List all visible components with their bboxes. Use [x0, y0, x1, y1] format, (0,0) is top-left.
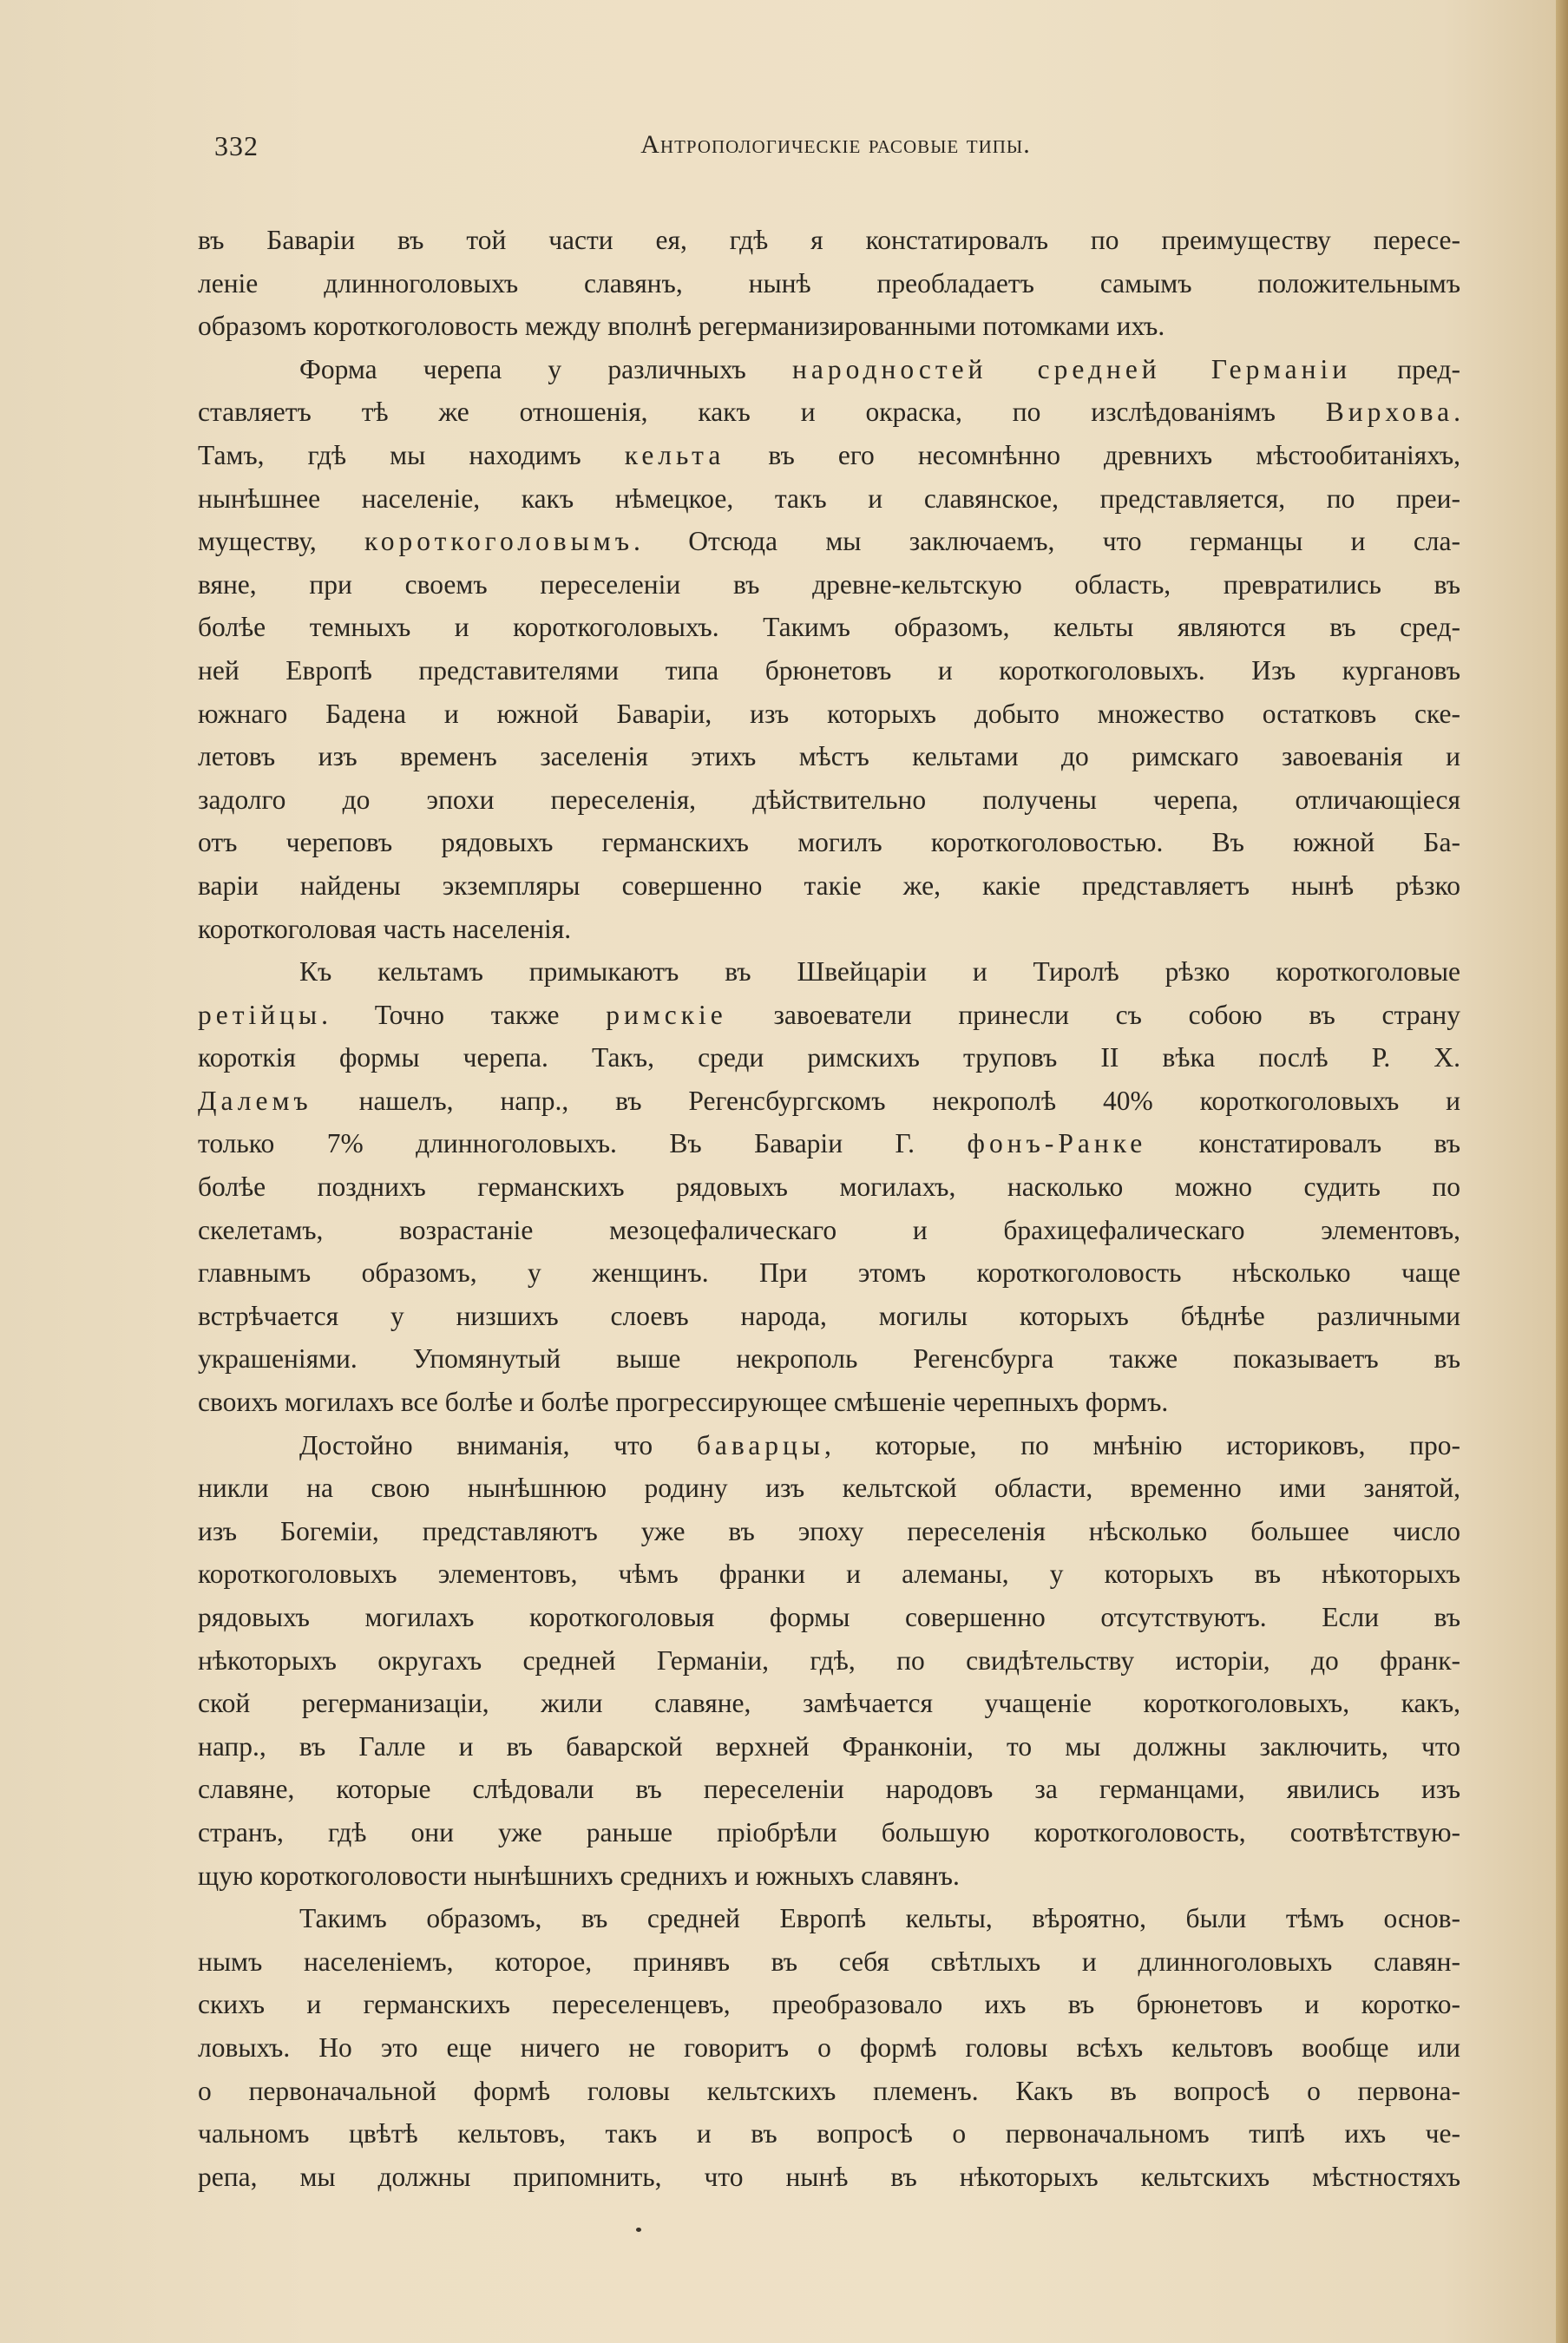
text-line: напр., въ Галле и въ баварской верхней Франконіи, то мы должны заключить, что — [198, 1730, 1460, 1762]
text-line — [198, 348, 1460, 391]
text-run: только 7% длинноголовыхъ. Въ Баваріи Г. — [198, 1128, 968, 1159]
text-run: Тамъ, гдѣ мы находимъ — [198, 439, 625, 470]
text-line: славяне, которые слѣдовали въ переселеніи народовъ за германцами, явились изъ — [198, 1774, 1460, 1805]
ink-speck — [636, 2228, 641, 2232]
text-run: въ его несомнѣнно древнихъ мѣстообитаніяхъ, — [725, 439, 1460, 470]
spaced-text: Далемъ — [198, 1085, 312, 1116]
text-line: чальномъ цвѣтѣ кельтовъ, такъ и въ вопросѣ о первоначальномъ типѣ ихъ че- — [198, 2118, 1460, 2149]
text-line: ловыхъ. Но это еще ничего не говоритъ о формѣ головы всѣхъ кельтовъ вообще или — [198, 2031, 1460, 2063]
text-line: украшеніями. Упомянутый выше некрополь Регенсбурга также показываетъ въ — [198, 1343, 1460, 1375]
running-header — [211, 130, 1460, 174]
text-line: странъ, гдѣ они уже раньше пріобрѣли большую короткоголовость, соотвѣтствую- — [198, 1816, 1460, 1847]
spaced-text: кельта — [624, 439, 725, 470]
text-run: . Отсюда мы заключаемъ, что германцы и сла- — [633, 526, 1460, 557]
text-run: пред- — [1351, 353, 1460, 384]
text-line — [198, 390, 1460, 434]
text-line: болѣе темныхъ и короткоголовыхъ. Такимъ образомъ, кельты являются въ сред- — [198, 612, 1460, 643]
text-line: вяне, при своемъ переселеніи въ древне-кельтскую область, превратились въ — [198, 568, 1460, 600]
text-line: Такимъ образомъ, въ средней Европѣ кельты, вѣроятно, были тѣмъ основ- — [299, 1903, 1460, 1934]
text-line — [198, 1122, 1460, 1165]
text-line: изъ Богеміи, представляютъ уже въ эпоху переселенія нѣсколько большее число — [198, 1515, 1460, 1546]
spaced-text: короткоголовымъ — [364, 526, 634, 557]
text-line: никли на свою нынѣшнюю родину изъ кельтской области, временно ими занятой, — [198, 1473, 1460, 1504]
text-run: ставляетъ тѣ же отношенія, какъ и окраска, по изслѣдованіямъ — [198, 397, 1326, 428]
text-run: муществу, — [198, 526, 365, 557]
text-line — [198, 520, 1460, 563]
text-line: репа, мы должны припомнить, что нынѣ въ нѣкоторыхъ кельтскихъ мѣстностяхъ — [198, 2161, 1460, 2192]
text-line: въ Баваріи въ той части ея, гдѣ я констатировалъ по преимуществу пересе- — [198, 225, 1460, 255]
text-line: ней Европѣ представителями типа брюнетовъ и короткоголовыхъ. Изъ кургановъ — [198, 654, 1460, 686]
text-line: главнымъ образомъ, у женщинъ. При этомъ короткоголовость нѣсколько чаще — [198, 1257, 1460, 1289]
text-line: короткоголовыхъ элементовъ, чѣмъ франки и алеманы, у которыхъ въ нѣкоторыхъ — [198, 1559, 1460, 1590]
text-line: нынѣшнее населеніе, какъ нѣмецкое, такъ и славянское, представляется, по преи- — [198, 482, 1460, 514]
text-line: короткоголовая часть населенія. — [198, 913, 572, 944]
spaced-text: баварцы — [696, 1429, 825, 1460]
text-line — [198, 434, 1460, 477]
text-line: образомъ короткоголовость между вполнѣ регерманизированными потомками ихъ. — [198, 311, 1165, 342]
text-line: Къ кельтамъ примыкаютъ въ Швейцаріи и Тиролѣ рѣзко короткоголовые — [299, 956, 1460, 988]
spaced-text: фонъ-Ранке — [967, 1128, 1147, 1159]
text-line: нѣкоторыхъ округахъ средней Германіи, гдѣ, по свидѣтельству исторіи, до франк- — [198, 1644, 1460, 1676]
text-line: болѣе позднихъ германскихъ рядовыхъ могилахъ, насколько можно судить по — [198, 1172, 1460, 1203]
text-line: встрѣчается у низшихъ слоевъ народа, могилы которыхъ бѣднѣе различными — [198, 1300, 1460, 1331]
text-line — [198, 1424, 1460, 1467]
page-number: 332 — [214, 130, 259, 161]
body-text — [198, 219, 1460, 2198]
text-line — [198, 1080, 1460, 1123]
text-run: Достойно вниманія, что — [299, 1429, 697, 1460]
text-run: завоеватели принесли съ собою въ страну — [726, 999, 1460, 1030]
text-run: , которые, по мнѣнію историковъ, про- — [824, 1429, 1460, 1460]
text-line: отъ череповъ рядовыхъ германскихъ могилъ короткоголовостью. Въ южной Ба- — [198, 827, 1460, 858]
text-line: задолго до эпохи переселенія, дѣйствительно получены черепа, отличающіеся — [198, 784, 1460, 815]
text-line: леніе длинноголовыхъ славянъ, нынѣ преобладаетъ самымъ положительнымъ — [198, 267, 1460, 299]
text-run: Форма черепа у различныхъ — [299, 353, 793, 384]
text-line: южнаго Бадена и южной Баваріи, изъ которыхъ добыто множество остатковъ ске- — [198, 698, 1460, 729]
text-line: о первоначальной формѣ головы кельтскихъ племенъ. Какъ въ вопросѣ о первона- — [198, 2075, 1460, 2106]
spaced-text: ретійцы — [198, 999, 322, 1030]
page-edge — [1556, 0, 1568, 2343]
running-title: Антропологическіе расовые типы. — [640, 130, 1031, 159]
text-line: скихъ и германскихъ переселенцевъ, преобразовало ихъ въ брюнетовъ и коротко- — [198, 1989, 1460, 2020]
text-line: летовъ изъ временъ заселенія этихъ мѣстъ кельтами до римскаго завоеванія и — [198, 741, 1460, 772]
text-run: констатировалъ въ — [1146, 1128, 1460, 1159]
text-line: варіи найдены экземпляры совершенно такіе же, какіе представляетъ нынѣ рѣзко — [198, 870, 1460, 901]
text-line: ской регерманизаціи, жили славяне, замѣчается учащеніе короткоголовыхъ, какъ, — [198, 1688, 1460, 1719]
text-line: рядовыхъ могилахъ короткоголовыя формы совершенно отсутствуютъ. Если въ — [198, 1602, 1460, 1632]
text-line: нымъ населеніемъ, которое, принявъ въ себя свѣтлыхъ и длинноголовыхъ славян- — [198, 1946, 1460, 1977]
text-line: скелетамъ, возрастаніе мезоцефалическаго и брахицефалическаго элементовъ, — [198, 1214, 1460, 1245]
text-line: щую короткоголовости нынѣшнихъ среднихъ и южныхъ славянъ. — [198, 1860, 960, 1891]
text-run: нашелъ, напр., въ Регенсбургскомъ некрополѣ 40% короткоголовыхъ и — [312, 1085, 1460, 1116]
spaced-text: Вирхова — [1325, 397, 1454, 428]
text-run: . — [1453, 397, 1460, 428]
text-line: своихъ могилахъ все болѣе и болѣе прогрессирующее смѣшеніе черепныхъ формъ. — [198, 1387, 1169, 1418]
spaced-text: римскіе — [606, 999, 727, 1030]
spaced-text: народностей средней Германіи — [792, 353, 1352, 384]
text-run: . Точно также — [321, 999, 607, 1030]
text-line — [198, 994, 1460, 1037]
text-line: короткія формы черепа. Такъ, среди римскихъ труповъ II вѣка послѣ Р. X. — [198, 1042, 1460, 1073]
